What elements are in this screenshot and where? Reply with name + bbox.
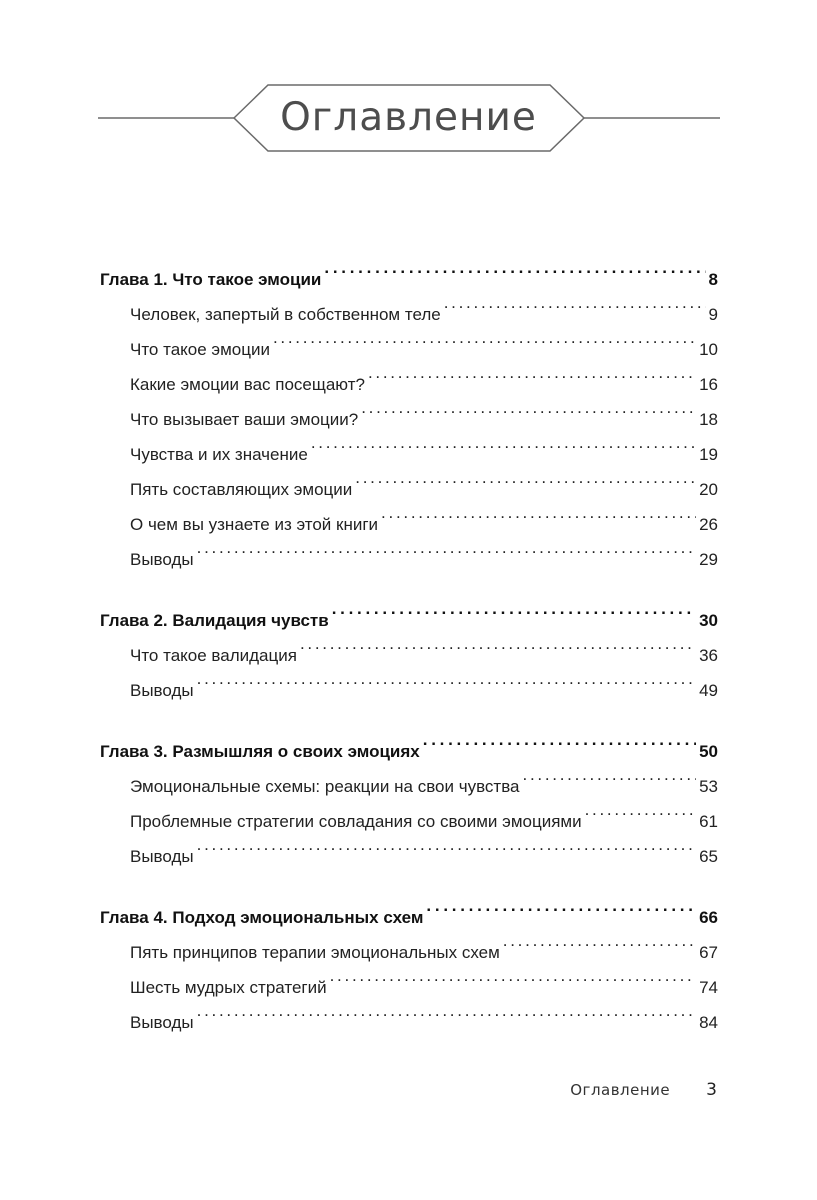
dot-leader xyxy=(197,530,696,565)
section-title: Проблемные стратегии совладания со своими эмоциями xyxy=(130,812,582,831)
chapter-page-number: 50 xyxy=(699,742,718,761)
running-footer-label: Оглавление xyxy=(570,1081,671,1099)
section-title: Эмоциональные схемы: реакции на свои чувства xyxy=(130,777,520,796)
page-title: Оглавление xyxy=(280,95,537,140)
toc-chapter-2 xyxy=(100,591,718,700)
dot-leader xyxy=(444,285,706,320)
section-title: Человек, запертый в собственном теле xyxy=(130,305,441,324)
section-page-number: 26 xyxy=(699,515,718,534)
section-title: Что такое валидация xyxy=(130,646,297,665)
chapter-entry[interactable] xyxy=(100,250,718,289)
dot-leader xyxy=(426,888,696,923)
dot-leader xyxy=(503,923,696,958)
section-title: Шесть мудрых стратегий xyxy=(130,978,327,997)
section-title: О чем вы узнаете из этой книги xyxy=(130,515,379,534)
section-page-number: 36 xyxy=(699,646,718,665)
toc-chapter-4 xyxy=(100,888,718,1032)
section-page-number: 74 xyxy=(699,978,718,997)
section-title: Пять составляющих эмоции xyxy=(130,480,353,499)
dot-leader xyxy=(361,390,696,425)
section-page-number: 29 xyxy=(699,550,718,569)
chapter-title: Глава 1. Что такое эмоции xyxy=(100,270,322,289)
section-title: Выводы xyxy=(130,1013,194,1032)
dot-leader xyxy=(324,250,705,285)
chapter-page-number: 30 xyxy=(699,611,718,630)
chapter-page-number: 8 xyxy=(708,270,718,289)
dot-leader xyxy=(197,827,696,862)
chapter-page-number: 66 xyxy=(699,908,718,927)
dot-leader xyxy=(197,661,696,696)
section-title: Чувства и их значение xyxy=(130,445,308,464)
chapter-title: Глава 3. Размышляя о своих эмоциях xyxy=(100,742,420,761)
chapter-entry[interactable] xyxy=(100,888,718,927)
section-page-number: 18 xyxy=(699,410,718,429)
section-title: Выводы xyxy=(130,847,194,866)
section-page-number: 65 xyxy=(699,847,718,866)
dot-leader xyxy=(368,355,696,390)
table-of-contents xyxy=(100,250,718,1054)
section-page-number: 61 xyxy=(699,812,718,831)
section-title: Что такое эмоции xyxy=(130,340,270,359)
section-title: Выводы xyxy=(130,681,194,700)
toc-chapter-3 xyxy=(100,722,718,866)
chapter-title: Глава 4. Подход эмоциональных схем xyxy=(100,908,424,927)
dot-leader xyxy=(311,425,696,460)
dot-leader xyxy=(273,320,696,355)
section-page-number: 84 xyxy=(699,1013,718,1032)
chapter-entry[interactable] xyxy=(100,591,718,630)
dot-leader xyxy=(423,722,696,757)
section-page-number: 10 xyxy=(699,340,718,359)
chapter-entry[interactable] xyxy=(100,722,718,761)
section-title: Выводы xyxy=(130,550,194,569)
dot-leader xyxy=(332,591,696,626)
dot-leader xyxy=(381,495,696,530)
section-page-number: 67 xyxy=(699,943,718,962)
section-page-number: 19 xyxy=(699,445,718,464)
section-title: Что вызывает ваши эмоции? xyxy=(130,410,359,429)
dot-leader xyxy=(330,958,696,993)
page-number: 3 xyxy=(706,1080,717,1100)
dot-leader xyxy=(585,792,696,827)
dot-leader xyxy=(355,460,696,495)
dot-leader xyxy=(197,993,696,1028)
dot-leader xyxy=(523,757,697,792)
section-page-number: 49 xyxy=(699,681,718,700)
section-title: Какие эмоции вас посещают? xyxy=(130,375,365,394)
section-page-number: 9 xyxy=(708,305,718,324)
section-page-number: 16 xyxy=(699,375,718,394)
chapter-title: Глава 2. Валидация чувств xyxy=(100,611,329,630)
dot-leader xyxy=(300,626,696,661)
section-title: Пять принципов терапии эмоциональных схем xyxy=(130,943,500,962)
section-page-number: 20 xyxy=(699,480,718,499)
section-page-number: 53 xyxy=(699,777,718,796)
page-footer xyxy=(570,1080,717,1100)
toc-chapter-1 xyxy=(100,250,718,569)
